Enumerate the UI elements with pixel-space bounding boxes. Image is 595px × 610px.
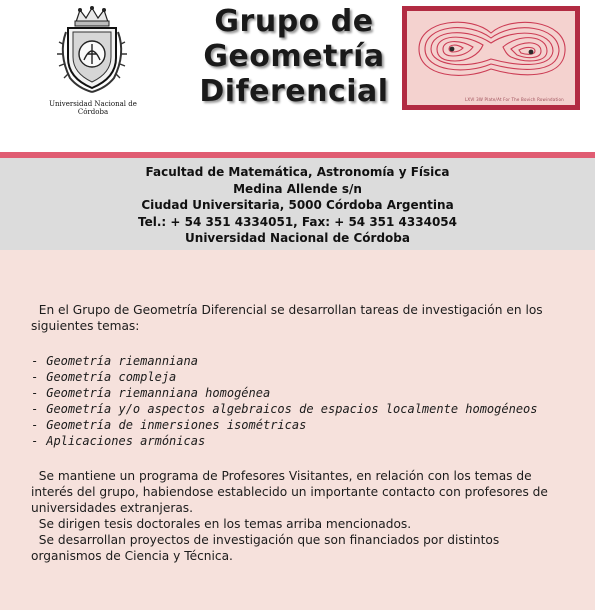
paragraph-text: Se dirigen tesis doctorales en los temas arriba mencionados. [38,517,412,531]
topic-text: Geometría riemanniana [46,354,198,368]
intro-paragraph [31,302,571,334]
address-block [0,158,595,250]
topic-item: - Geometría riemanniana homogénea [31,386,271,400]
paragraph-text: Se desarrollan proyectos de investigación que son financiados por distintos organismos de Ciencia y Técnica. [31,533,500,563]
topic-list [31,353,571,449]
plate-caption: LXVI 3W Plate/At For The Bovich Rowindation [465,97,564,102]
address-line: Medina Allende s/n [233,181,362,196]
title-line: Diferencial [199,74,389,109]
geometry-plate-image [402,6,580,110]
address-line: Ciudad Universitaria, 5000 Córdoba Argentina [141,198,454,212]
topic-item: - Geometría compleja [31,370,177,384]
topic-item: - Geometría riemanniana [31,354,198,368]
university-seal-logo [56,4,128,98]
body-text [31,302,571,564]
address-line: Universidad Nacional de Córdoba [185,231,410,245]
paragraph-text: Se mantiene un programa de Profesores Visitantes, en relación con los temas de interés del grupo, habiendose establecido un importante contacto con profesores de universidades extranjeras. [31,469,548,515]
plate-figure [407,11,575,105]
topic-item: - Geometría y/o aspectos algebraicos de espacios localmente homogéneos [31,402,538,416]
page-header [0,0,595,152]
title-line: Geometría [203,39,385,74]
title-line: Grupo de [214,4,374,39]
topic-text: Geometría riemanniana homogénea [46,386,271,400]
intro-text: En el Grupo de Geometría Diferencial se desarrollan tareas de investigación en los siguientes temas: [31,303,543,333]
topic-item: - Aplicaciones armónicas [31,434,206,448]
level-curves-figure [407,11,575,105]
page-title [196,4,392,109]
thesis-paragraph [31,516,571,532]
topic-item: - Geometría de inmersiones isométricas [31,418,307,432]
projects-paragraph [31,532,571,564]
visitors-paragraph [31,468,571,516]
topic-text: Geometría de inmersiones isométricas [46,418,307,432]
topic-text: Aplicaciones armónicas [46,434,206,448]
topic-text: Geometría compleja [46,370,177,384]
address-line: Facultad de Matemática, Astronomía y Física [145,165,450,179]
address-line: Tel.: + 54 351 4334051, Fax: + 54 351 4334054 [138,214,457,229]
topic-text: Geometría y/o aspectos algebraicos de espacios localmente homogéneos [46,402,538,416]
seal-caption: Universidad Nacional de Córdoba [49,100,137,116]
